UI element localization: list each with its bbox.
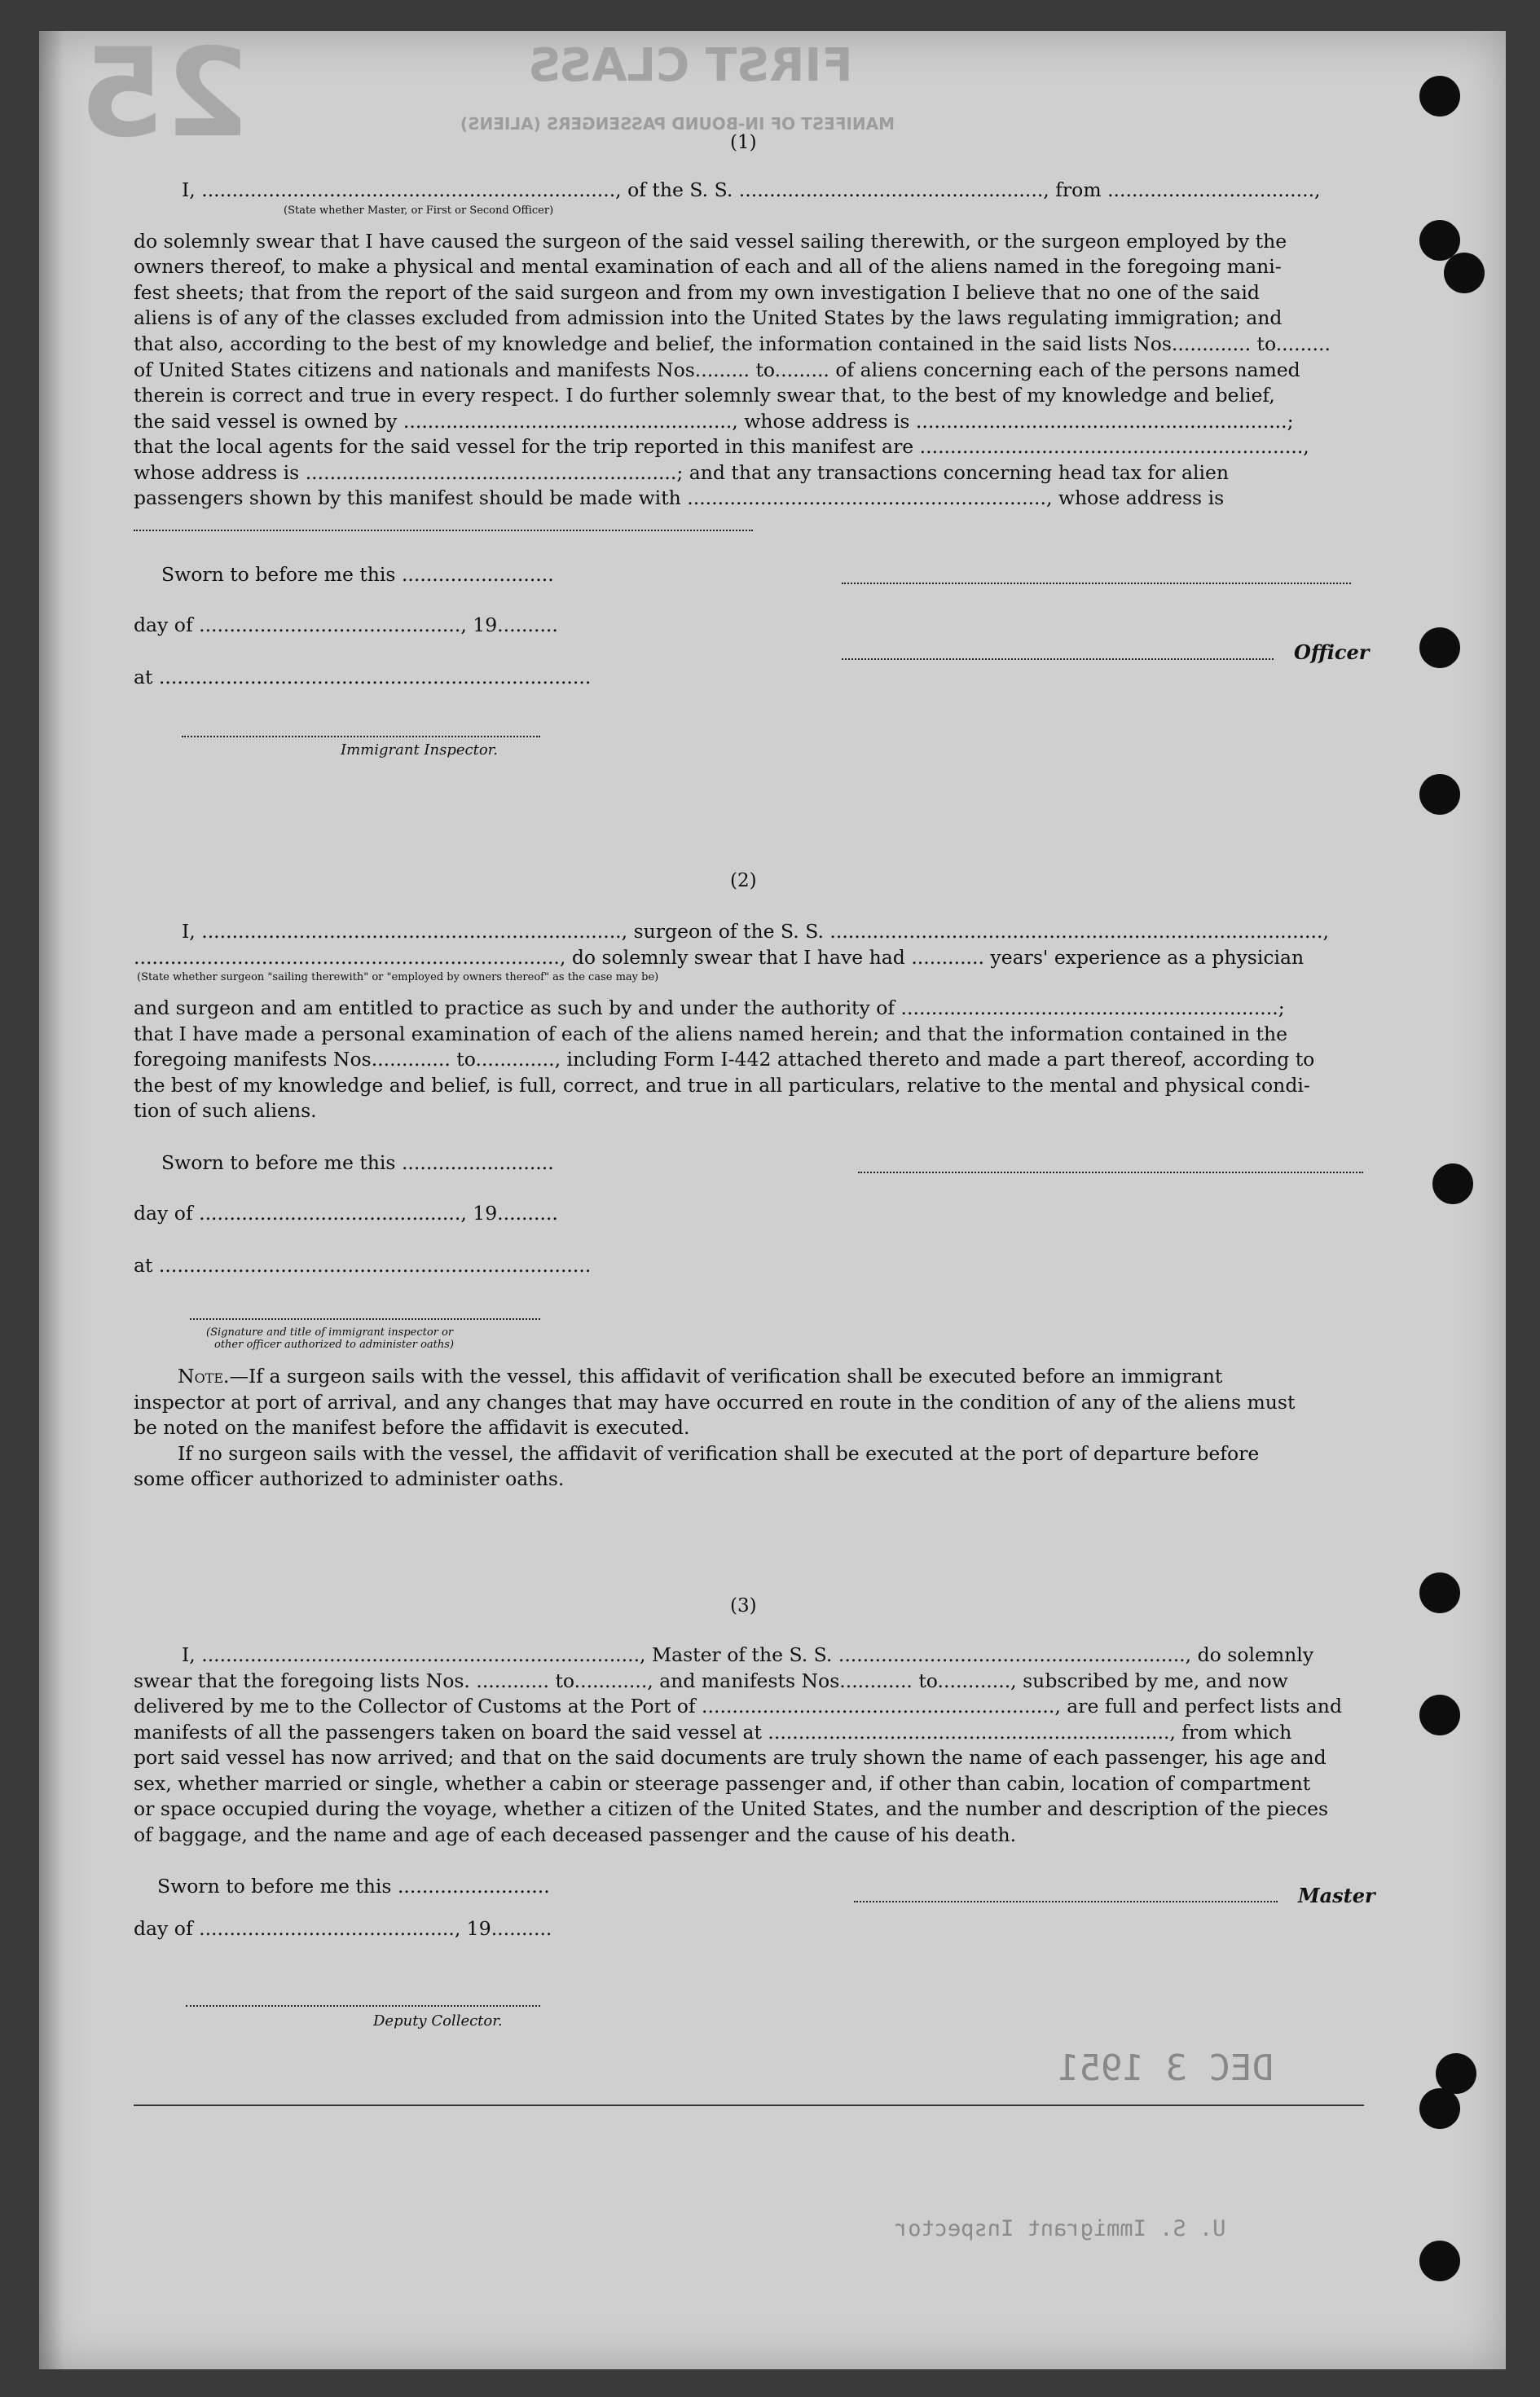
s3-body-line: manifests of all the passengers taken on board the said vessel at .................................................................., from which [134,1721,1292,1744]
note-label: Note. [178,1365,230,1388]
s2-body-line: the best of my knowledge and belief, is full, correct, and true in all particulars, relative to the mental and physical condi- [134,1074,1310,1097]
s3-collector-line [186,2005,540,2007]
s1-body-line: that also, according to the best of my knowledge and belief, the information contained in the said lists Nos............. to......... [134,332,1331,355]
punch-hole [1444,253,1485,293]
s2-line2: ......................................................................, do solemnly swear that I have had ............ years' experience as a physician [134,946,1305,969]
s3-master-line [854,1901,1278,1902]
s1-sworn: Sworn to before me this ......................... [161,563,554,586]
ghost-manifest-title: MANIFEST OF IN-BOUND PASSENGERS (ALIENS) [460,114,895,134]
s1-address-line [134,530,753,531]
s3-collector-label: Deputy Collector. [373,2012,503,2030]
s1-body-line: owners thereof, to make a physical and mental examination of each and all of the aliens named in the foregoing mani- [134,255,1282,278]
s2-note-line [178,1364,1222,1388]
s1-officer-label: Officer [1294,640,1370,664]
s1-officer-note: (State whether Master, or First or Second Officer) [284,205,554,217]
s2-note-line: be noted on the manifest before the affidavit is executed. [134,1416,690,1439]
note-text: —If a surgeon sails with the vessel, this affidavit of verification shall be executed before an immigrant [229,1365,1223,1388]
s1-body-line: therein is correct and true in every respect. I do further solemnly swear that, to the best of my knowledge and belief, [134,384,1275,407]
s2-line1: I, ....................................................................., surgeon of the S. S. ................................................................................., [182,920,1329,943]
s3-body-line: of baggage, and the name and age of each deceased passenger and the cause of his death. [134,1823,1017,1846]
s1-officer-sign-line [842,658,1274,660]
s1-officer-line [842,583,1351,584]
manifest-page [39,31,1506,2369]
s3-master-label: Master [1298,1884,1375,1907]
s1-body-line: fest sheets; that from the report of the said surgeon and from my own investigation I believe that no one of the said [134,281,1260,304]
punch-hole [1432,1163,1473,1204]
inspector-stamp: U. S. Immigrant Inspector [895,2216,1226,2241]
s2-note-line: some officer authorized to administer oaths. [134,1467,565,1490]
s3-sworn: Sworn to before me this ......................... [157,1875,550,1898]
s1-body-line: whose address is .............................................................; and that any transactions concerning head tax for alien [134,461,1230,484]
s3-body-line: delivered by me to the Collector of Customs at the Port of .........................................................., are full and perfect lists and [134,1695,1342,1717]
section-number-1: (1) [730,132,757,153]
s2-body-line: that I have made a personal examination of each of the aliens named herein; and that the information contained in the [134,1023,1287,1045]
s3-body-line: sex, whether married or single, whether a cabin or steerage passenger and, if other than cabin, location of compartment [134,1772,1311,1795]
s3-body-line: I, ........................................................................, Master of the S. S. ........................................................., do solemnly [182,1643,1314,1666]
page-edge [39,31,64,2369]
s1-body-line: the said vessel is owned by ......................................................, whose address is .............................................................; [134,410,1294,433]
s2-signature-note-2: other officer authorized to administer oaths) [214,1339,455,1351]
s1-body-line: do solemnly swear that I have caused the surgeon of the said vessel sailing therewith, or the surgeon employed by the [134,230,1287,253]
section-number-2: (2) [730,870,757,891]
s1-inspector-line [182,736,540,737]
s1-at: at ....................................................................... [134,666,592,688]
bottom-rule [134,2105,1364,2106]
punch-hole [1419,1572,1460,1613]
s2-signature-note-1: (Signature and title of immigrant inspector or [206,1326,454,1339]
s2-at: at ....................................................................... [134,1254,592,1277]
s3-day: day of .........................................., 19.......... [134,1917,552,1940]
s1-day: day of ..........................................., 19.......... [134,614,558,636]
s1-body-line: passengers shown by this manifest should be made with ..........................................................., whose address is [134,486,1225,509]
s2-surgeon-sign-line [858,1172,1363,1173]
punch-hole [1419,1695,1460,1735]
punch-hole [1419,627,1460,668]
s2-body-line: tion of such aliens. [134,1099,317,1122]
punch-hole [1419,774,1460,815]
s1-line1: I, ...................................................................., of the S. S. .................................................., from .................................., [182,178,1321,201]
date-stamp: DEC 3 1951 [1058,2047,1274,2089]
s3-body-line: swear that the foregoing lists Nos. ............ to............, and manifests Nos............ to............, subscribed by me, and now [134,1669,1288,1692]
ghost-page-number: 25 [80,31,250,165]
s2-body-line: foregoing manifests Nos............. to............., including Form I-442 attached thereto and made a part thereof, according to [134,1048,1315,1071]
s2-surgeon-note: (State whether surgeon "sailing therewith" or "employed by owners thereof" as the case may be) [137,971,659,983]
s2-inspector-line [190,1318,540,1320]
s2-note-line: inspector at port of arrival, and any changes that may have occurred en route in the condition of any of the aliens must [134,1391,1296,1414]
punch-hole [1419,2088,1460,2129]
s1-body-line: aliens is of any of the classes excluded from admission into the United States by the laws regulating immigration; and [134,306,1283,329]
s2-sworn: Sworn to before me this ......................... [161,1151,554,1174]
s2-note-line: If no surgeon sails with the vessel, the affidavit of verification shall be executed at the port of departure before [178,1442,1260,1465]
section-number-3: (3) [730,1595,757,1616]
punch-hole [1419,76,1460,117]
s3-body-line: or space occupied during the voyage, whether a citizen of the United States, and the number and description of the pieces [134,1797,1329,1820]
s2-body-line: and surgeon and am entitled to practice as such by and under the authority of ..............................................................; [134,996,1285,1019]
s1-body-line: of United States citizens and nationals and manifests Nos......... to......... of aliens concerning each of the persons named [134,358,1300,381]
s1-body-line: that the local agents for the said vessel for the trip reported in this manifest are ..............................................................., [134,435,1309,458]
s2-day: day of ..........................................., 19.......... [134,1202,558,1225]
s3-body-line: port said vessel has now arrived; and that on the said documents are truly shown the name of each passenger, his age and [134,1746,1327,1769]
s1-inspector-label: Immigrant Inspector. [341,741,499,759]
ghost-class-heading: FIRST CLASS [528,39,853,92]
punch-hole [1419,2241,1460,2281]
